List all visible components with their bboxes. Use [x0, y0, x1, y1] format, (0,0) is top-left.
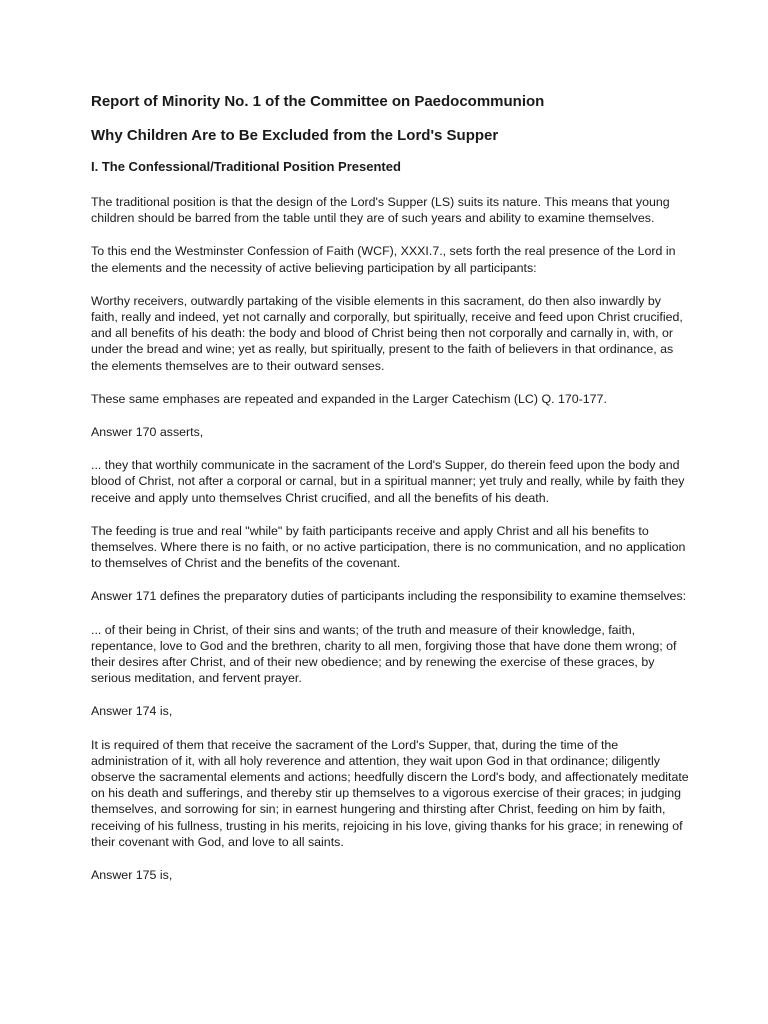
quote-answer-170: ... they that worthily communicate in the sacrament of the Lord's Supper, do therein feed upon the body and blood of Christ, not after a corporal or carnal, but in a spiritual manner; yet truly and really, while by faith they receive and apply unto themselves Christ crucified, and all the benefits of his death.	[91, 458, 685, 505]
document-title: Report of Minority No. 1 of the Committee on Paedocommunion	[91, 93, 545, 110]
paragraph-feeding-true: The feeding is true and real "while" by faith participants receive and apply Christ and all his benefits to themselves. Where there is no faith, or no active participation, there is no communication, and no application to themselves of Christ and the benefits of the covenant.	[91, 523, 686, 571]
document-subtitle: Why Children Are to Be Excluded from the Lord's Supper	[91, 127, 499, 144]
quote-wcf-31-7: Worthy receivers, outwardly partaking of the visible elements in this sacrament, do then also inwardly by faith, really and indeed, yet not carnally and corporally, but spiritually, receive and feed upon Christ crucified, and all benefits of his death: the body and blood of Christ being then not corporally and carnally in, with, or under the bread and wine; yet as really, but spiritually, present to the faith of believers in that ordinance, as the elements themselves are to their outward senses.	[91, 293, 683, 373]
paragraph-larger-catechism: These same emphases are repeated and expanded in the Larger Catechism (LC) Q. 170-177.	[91, 391, 607, 406]
section-heading: I. The Confessional/Traditional Position Presented	[91, 159, 401, 174]
paragraph-traditional-position: The traditional position is that the design of the Lord's Supper (LS) suits its nature. This means that young children should be barred from the table until they are of such years and ability to examine themselves.	[91, 195, 670, 226]
paragraph-answer-170-intro: Answer 170 asserts,	[91, 425, 204, 440]
paragraph-answer-174-intro: Answer 174 is,	[91, 704, 173, 719]
quote-answer-174: It is required of them that receive the sacrament of the Lord's Supper, that, during the time of the administration of it, with all holy reverence and attention, they wait upon God in that ordinance; diligently observe the sacramental elements and actions; heedfully discern the Lord's body, and affectionately meditate on his death and sufferings, and thereby stir up themselves to a vigorous exercise of their graces; in judging themselves, and sorrowing for sin; in earnest hungering and thirsting after Christ, feeding on him by faith, receiving of his fullness, trusting in his merits, rejoicing in his love, giving thanks for his grace; in renewing of their covenant with God, and love to all saints.	[91, 737, 689, 849]
quote-answer-171: ... of their being in Christ, of their sins and wants; of the truth and measure of their knowledge, faith, repentance, love to God and the brethren, charity to all men, forgiving those that have done them wrong; of their desires after Christ, and of their new obedience; and by renewing the exercise of these graces, by serious meditation, and fervent prayer.	[91, 622, 677, 686]
document-page	[91, 92, 691, 883]
paragraph-answer-175-intro: Answer 175 is,	[91, 868, 173, 883]
paragraph-answer-171-intro: Answer 171 defines the preparatory duties of participants including the responsibility to examine themselves:	[91, 589, 687, 604]
paragraph-wcf-intro: To this end the Westminster Confession of Faith (WCF), XXXI.7., sets forth the real presence of the Lord in the elements and the necessity of active believing participation by all participants:	[91, 244, 676, 275]
